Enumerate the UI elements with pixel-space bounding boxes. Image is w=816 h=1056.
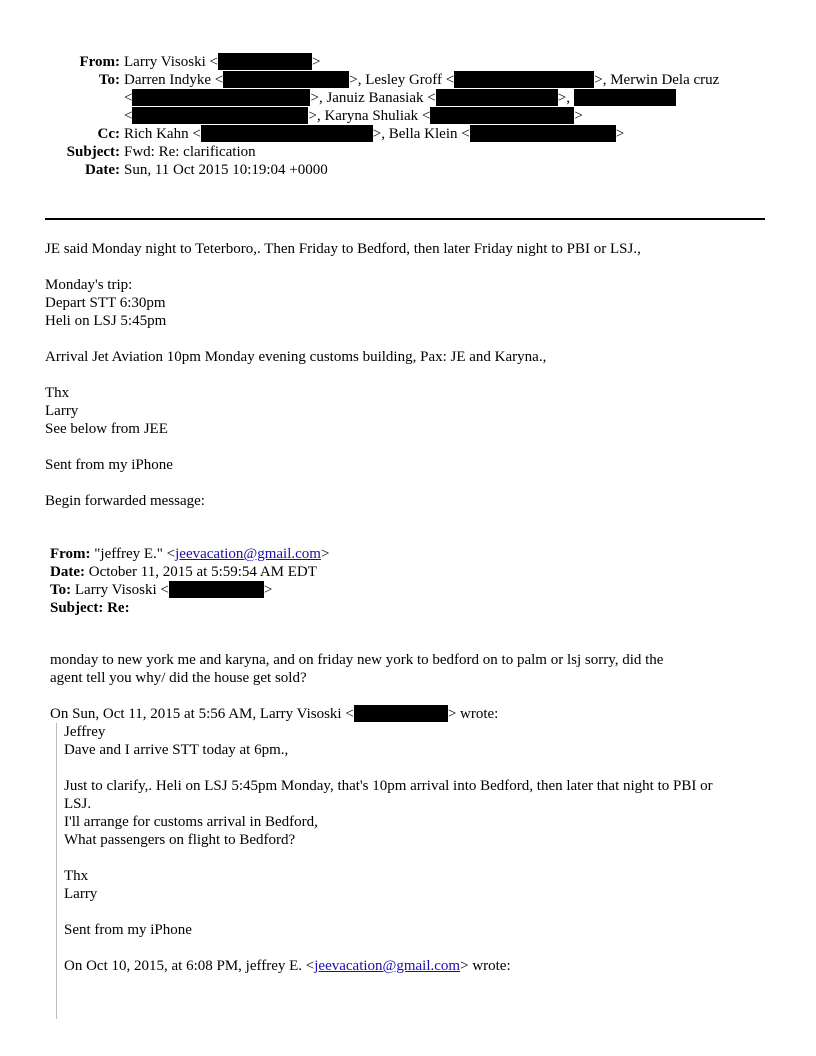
- begin-forwarded: Begin forwarded message:: [45, 493, 205, 509]
- to-row-continued: < >, Karyna Shuliak < >: [124, 108, 583, 124]
- email-header: [0, 53, 816, 179]
- cc-recipient: , Bella Klein: [381, 126, 458, 142]
- to-recipient: Darren Indyke: [124, 72, 212, 88]
- body-paragraph: JE said Monday night to Teterboro,. Then Friday to Bedford, then later Friday night to PBI or LSJ.,: [45, 241, 641, 257]
- to-recipient: , Merwin Dela cruz: [602, 72, 720, 88]
- to-recipient: , Januiz Banasiak: [318, 90, 424, 106]
- from-label: From:: [79, 54, 120, 70]
- fwd-subject-label: Subject:: [50, 600, 104, 616]
- from-name: Larry Visoski: [124, 54, 206, 70]
- redaction-block: [201, 125, 373, 142]
- cc-label: Cc:: [97, 126, 120, 142]
- date-value: Sun, 11 Oct 2015 10:19:04 +0000: [124, 162, 328, 178]
- cc-recipient: Rich Kahn: [124, 126, 189, 142]
- quote-attribution: On Sun, Oct 11, 2015 at 5:56 AM, Larry Visoski < > wrote:: [50, 706, 499, 722]
- redaction-block: [169, 581, 264, 598]
- from-row: From: Larry Visoski < >: [79, 54, 321, 70]
- quoted-message: Jeffrey Dave and I arrive STT today at 6pm., Just to clarify,. Heli on LSJ 5:45pm Monday, that's 10pm arrival into Bedford, then later that night to PBI or LSJ. I'll arrange for customs arrival in Bedford, What passengers on flight to Bedford? Thx Larry Sent from my iPhone On Oct 10, 2015, at 6:08 PM, jeffrey E. <jeevacation@gmail.com> wrote:: [56, 723, 774, 1019]
- trip-details: Monday's trip: Depart STT 6:30pm Heli on LSJ 5:45pm: [45, 277, 167, 329]
- redaction-block: [354, 705, 448, 722]
- to-row: To: Darren Indyke < >, Lesley Groff < >, Merwin Dela cruz: [98, 72, 720, 88]
- subject-label: Subject:: [66, 144, 120, 160]
- redaction-block: [132, 89, 310, 106]
- redaction-block: [218, 53, 312, 70]
- to-row-continued: < >, Januiz Banasiak < >,: [0, 89, 816, 107]
- fwd-date-value: October 11, 2015 at 5:59:54 AM EDT: [88, 564, 317, 580]
- redaction-block: [436, 89, 558, 106]
- to-label: To:: [98, 72, 120, 88]
- forwarded-message: monday to new york me and karyna, and on friday new york to bedford on to palm or lsj sorry, did the agent tell you why/ did the house get sold? On Sun, Oct 11, 2015 at 5:56 AM, Larry Visoski < > wrote:: [50, 651, 765, 723]
- redaction-block: [223, 71, 349, 88]
- fwd-from-email-link[interactable]: jeevacation@gmail.com: [175, 546, 321, 562]
- redaction-block: [470, 125, 616, 142]
- redaction-block: [454, 71, 594, 88]
- fwd-date-label: Date:: [50, 564, 85, 580]
- fwd-subject-value: Re:: [107, 600, 130, 616]
- fwd-from-name: "jeffrey E.": [94, 546, 163, 562]
- nested-email-link[interactable]: jeevacation@gmail.com: [314, 958, 461, 974]
- to-recipient: , Karyna Shuliak: [316, 108, 419, 124]
- redaction-block: [430, 107, 574, 124]
- fwd-from-label: From:: [50, 546, 91, 562]
- nested-attribution: On Oct 10, 2015, at 6:08 PM, jeffrey E. <jeevacation@gmail.com> wrote:: [64, 958, 511, 974]
- subject-value: Fwd: Re: clarification: [124, 144, 256, 160]
- fwd-to-label: To:: [50, 582, 72, 598]
- cc-row: Cc: Rich Kahn < >, Bella Klein < >: [97, 126, 625, 142]
- sent-from: Sent from my iPhone: [45, 457, 173, 473]
- subject-row: [0, 143, 816, 161]
- message-body: [45, 240, 770, 528]
- redaction-block: [574, 89, 676, 106]
- body-paragraph: Arrival Jet Aviation 10pm Monday evening customs building, Pax: JE and Karyna.,: [45, 349, 547, 365]
- fwd-to-value: Larry Visoski: [74, 582, 157, 598]
- date-label: Date:: [85, 162, 120, 178]
- redaction-block: [132, 107, 308, 124]
- date-row: [0, 161, 816, 179]
- signature: Thx Larry See below from JEE: [45, 385, 168, 437]
- forwarded-header: From: "jeffrey E." <jeevacation@gmail.com> Date: October 11, 2015 at 5:59:54 AM EDT To: Larry Visoski < > Subject: Re:: [50, 546, 330, 616]
- header-divider: [45, 218, 765, 220]
- to-recipient: , Lesley Groff: [357, 72, 443, 88]
